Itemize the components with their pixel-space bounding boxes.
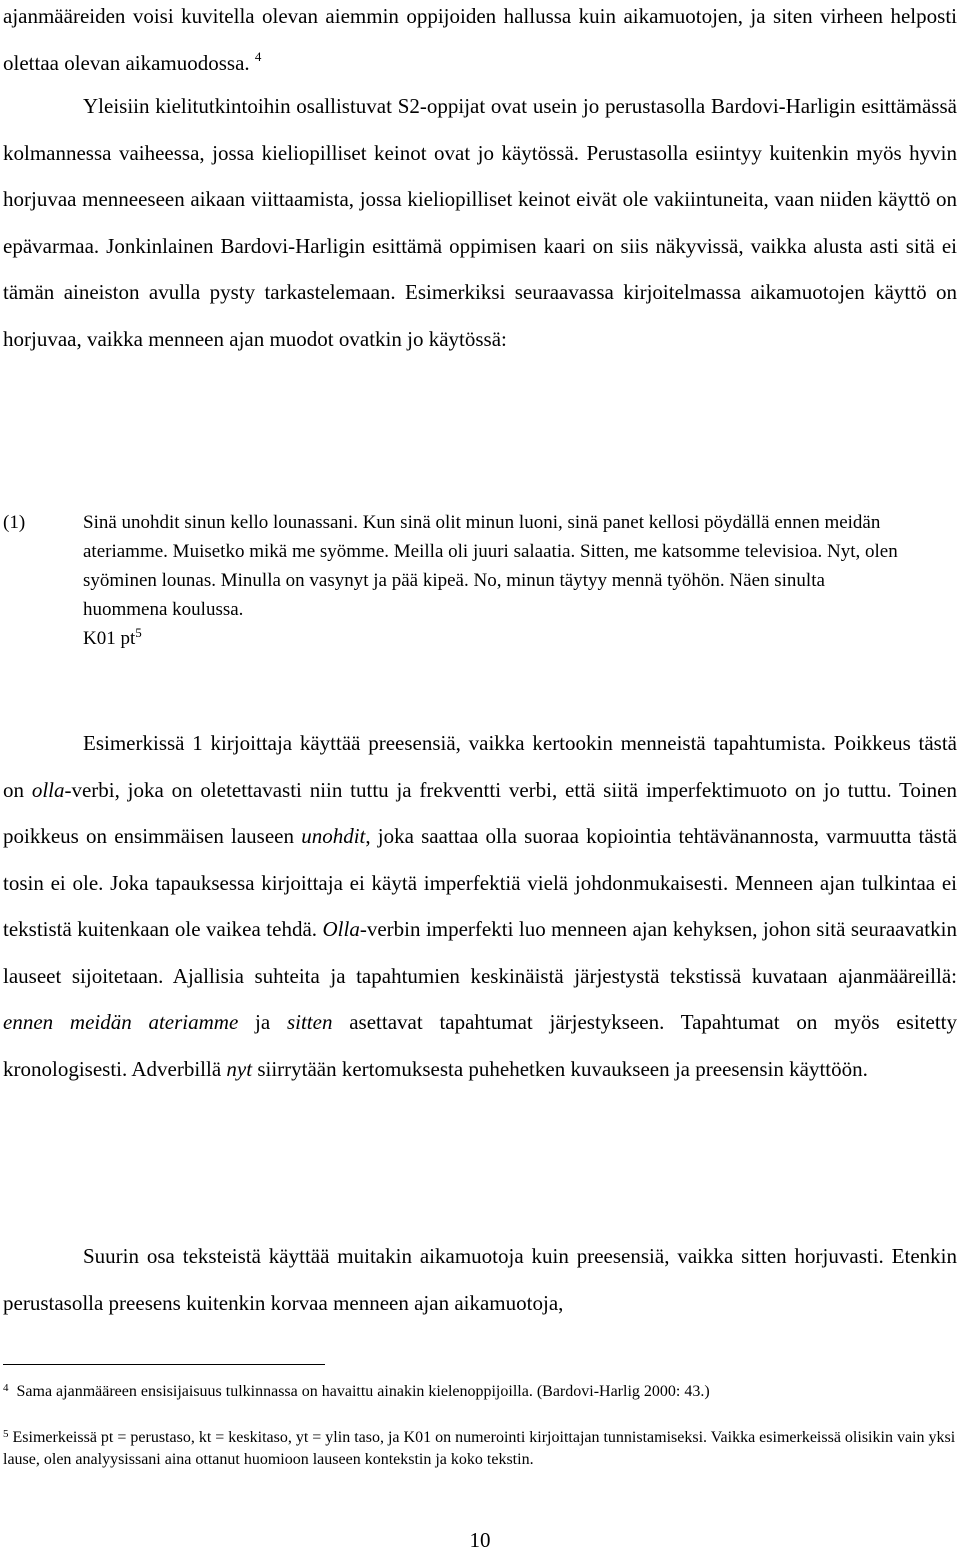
- paragraph-2: Yleisiin kielitutkintoihin osallistuvat S2-oppijat ovat usein jo perustasolla Bardovi-Harligin esittämässä kolmannessa vaiheessa, jossa kieliopilliset keinot ovat jo käytössä. Perustasolla esiintyy kuitenkin myös hyvin horjuvaa menneeseen aikaan viittaamista, jossa kieliopilliset keinot eivät ole vakiintuneita, vaan niiden käyttö on epävarmaa. Jonkinlainen Bardovi-Harligin esittämä oppimisen kaari on siis näkyvissä, vaikka alusta asti sitä ei tämän aineiston avulla pysty tarkastelemaan. Esimerkiksi seuraavassa kirjoitelmassa aikamuotojen käyttö on horjuvaa, vaikka menneen ajan muodot ovatkin jo käytössä:: [3, 94, 957, 351]
- para3-s7: siirrytään kertomuksesta puhehetken kuvaukseen ja preesensin käyttöön.: [252, 1056, 868, 1081]
- footnote-4: [3, 1381, 957, 1403]
- para3-italic-sitten: sitten: [286, 1010, 333, 1034]
- example-number: (1): [3, 512, 26, 533]
- footnote-5: [3, 1427, 957, 1471]
- paragraph-1-text: ajanmääreiden voisi kuvitella olevan aiemmin oppijoiden hallussa kuin aikamuotojen, ja siten virheen helposti olettaa olevan aikamuodossa.: [3, 4, 957, 75]
- footnote-5-number: 5: [3, 1428, 9, 1440]
- example-code-label: K01 pt: [83, 628, 136, 649]
- para3-s1: Esimerkissä 1 kirjoittaja käyttää preesensiä, vaikka kertookin menneistä tapahtumista. Poikkeus tästä on: [3, 731, 957, 802]
- footnote-ref-4[interactable]: 4: [254, 48, 262, 64]
- example-code: [83, 624, 898, 653]
- para3-italic-olla-2: Olla: [322, 917, 360, 941]
- footnote-4-number: 4: [3, 1382, 9, 1394]
- footnote-5-text: Esimerkeissä pt = perustaso, kt = keskitaso, yt = ylin taso, ja K01 on numerointi kirjoittajan tunnistamiseksi. Vaikka esimerkeissä olisikin vain yksi lause, olen analyysissani aina ottanut huomioon lauseen kontekstin ja koko tekstin.: [3, 1429, 956, 1468]
- footnote-divider: [3, 1364, 325, 1365]
- para3-s6: asettavat tapahtumat järjestykseen. Tapahtumat on myös esitetty kronologisesti. Adverbillä: [3, 1010, 957, 1081]
- para3-s5: ja: [238, 1010, 287, 1034]
- footnote-4-text: Sama ajanmääreen ensisijaisuus tulkinnassa on havaittu ainakin kielenoppijoilla. (Bardovi-Harlig 2000: 43.): [16, 1383, 710, 1400]
- para3-italic-olla: olla: [31, 777, 65, 802]
- paragraph-1: [3, 0, 957, 86]
- para3-s2: -verbi, joka on oletettavasti niin tuttu ja frekventti verbi, että siitä imperfektimuoto on jo tuttu. Toinen poikkeus on ensimmäisen lauseen: [3, 777, 958, 848]
- para3-s3: , joka saattaa olla suoraa kopiointia tehtävänannosta, varmuutta tästä tosin ei ole. Joka tapauksessa kirjoittaja ei käytä imperfektiä vielä johdonmukaisesti. Menneen ajan tulkintaa ei tekstistä kuitenkaan ole vaikea tehdä.: [3, 824, 957, 941]
- para3-italic-nyt: nyt: [226, 1056, 253, 1081]
- example-body: [83, 508, 898, 653]
- footnote-ref-5[interactable]: 5: [135, 625, 142, 640]
- paragraph-3: [3, 720, 957, 1092]
- paragraph-4: Suurin osa teksteistä käyttää muitakin aikamuotoja kuin preesensiä, vaikka sitten horjuvasti. Etenkin perustasolla preesens kuitenkin korvaa menneen ajan aikamuotoja,: [3, 1244, 957, 1315]
- para3-italic-unohdit: unohdit: [301, 824, 366, 848]
- page-number: 10: [469, 1528, 491, 1552]
- para3-s4: -verbin imperfekti luo menneen ajan kehyksen, johon sitä seuraavatkin lauseet sijoitetaan. Ajallisia suhteita ja tapahtumien keskinäistä järjestystä tekstissä kuvataan ajanmääreillä:: [3, 917, 957, 988]
- para3-italic-ennen: ennen meidän ateriamme: [3, 1010, 239, 1034]
- example-text: Sinä unohdit sinun kello lounassani. Kun sinä olit minun luoni, sinä panet kellosi pöydällä ennen meidän ateriamme. Muisetko mikä me syömme. Meilla oli juuri salaatia. Sitten, me katsomme televisioa. Nyt, olen syöminen lounas. Minulla on vasynyt ja pää kipeä. No, minun täytyy mennä työhön. Näen sinulta huommena koulussa.: [83, 512, 898, 620]
